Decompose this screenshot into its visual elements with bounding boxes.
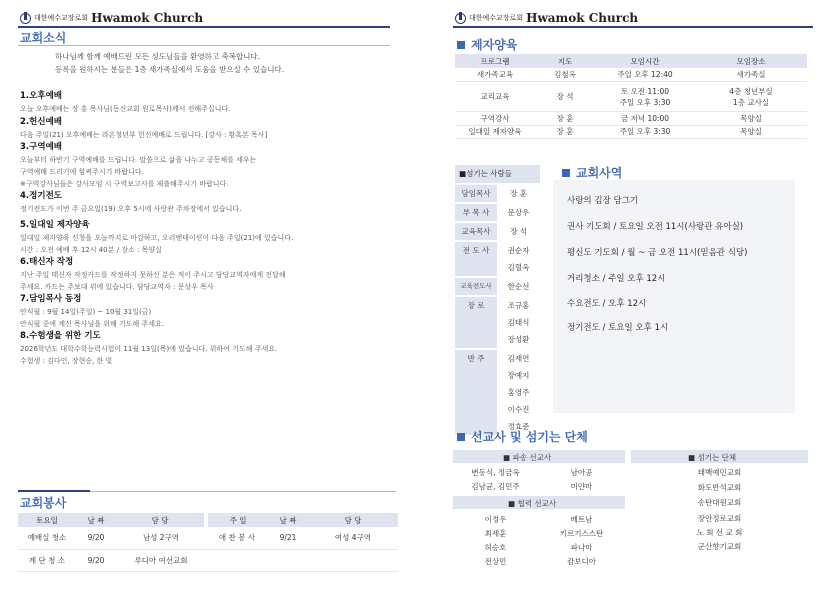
news-item: 3.구역예배 오늘부터 하반기 구역예배를 드립니다. 말씀으로 삶을 나누고 공동체를 세우는 구역예배 드리기에 힘써주시기 바랍니다. ※구역강사님들은 강사모임 시 구역보고서를 제출해주시기 바랍니다. [20, 142, 257, 188]
table-row: 구역강사 장 훈 금 저녁 10:00 목양실 [455, 112, 807, 126]
news-list [20, 90, 400, 367]
missions-title: 선교사 및 섬기는 단체 [457, 428, 588, 445]
ministry-item: 거리청소 / 주일 오후 12시 [567, 274, 666, 284]
table-row: 예배실 청소 9/20 남성 2구역 애 찬 봉 사 9/21 여성 4구역 [18, 527, 398, 549]
header-rule-right [453, 26, 813, 28]
ministry-item: 사랑의 김장 담그기 [567, 196, 639, 206]
ministry-title: 교회사역 [562, 164, 622, 181]
staff-list: ■섬기는 사람들 담임목사 장 훈 부 목 사 문상우 교육목사 장 석 전 도 사 권순자 김혈옥 교육전도사 한순선 장 로 조규홍 김태식 장성환 반 주 김재연 장예지 홍영주 이수진 정효준 [455, 165, 540, 435]
ministry-item: 수요전도 / 오후 12시 [567, 299, 647, 309]
list-item: 최세훈 키르기스스탄 [484, 529, 604, 538]
service-title: 교회봉사 [20, 496, 67, 510]
list-item: 태백예민교회 [697, 468, 742, 477]
list-item: 전상민 캄보디아 [484, 557, 596, 566]
staff-row: 부 목 사 문상우 [455, 204, 540, 221]
service-rule [18, 490, 90, 492]
list-item: 노 회 선 교 회 [696, 528, 743, 537]
church-logo-left: 대한예수교장로회 Hwamok Church [20, 11, 203, 25]
news-title: 교회소식 [20, 31, 67, 45]
service-table: 토요일 날 짜 담 당 주 일 날 짜 담 당 예배실 청소 9/20 남성 2구역 애 찬 봉 사 9/21 여성 4구역 계 단 청 소 9/20 루디아 여선교회 [18, 513, 398, 572]
training-table: 프로그램 지도 모임시간 모임장소 새가족교육 김철옥 주일 오후 12:40 새가족실 교리교육 장 석 토 오전 11:00 주일 오후 3:30 4층 청년부실 1층 교사실 구역강사 장 훈 금 저녁 10:00 목양실 일대일 제자양육 장 훈 주일 오후 3:30 목양실 [455, 54, 807, 139]
missions-table: ■ 파송 선교사 ■ 섬기는 단체 변동식, 정금옥 남아공 김남균, 김민주 미얀마 ■ 협력 선교사 이정우 베트남 최세훈 키르기스스탄 허승호 파나마 전상민 캄보디아 태백예민교회 화도반석교회 송탄대원교회 장안정로교회 노 회 선 교 회 군산향기교회 [453, 450, 808, 575]
ministry-item: 권사 기도회 / 토요일 오전 11시(사랑관 유아실) [567, 222, 744, 232]
list-item: 김남균, 김민주 미얀마 [471, 482, 593, 491]
news-intro: 하나님께 함께 예배드린 모든 성도님들을 환영하고 축복합니다. 등록을 원하시는 분들은 1층 새가족실에서 도움을 받으실 수 있습니다. [55, 52, 285, 74]
ministry-box [553, 180, 795, 413]
staff-row: 담임목사 장 훈 [455, 185, 540, 202]
church-logo-right: 대한예수교장로회 Hwamok Church [455, 11, 638, 25]
ministry-item: 평신도 기도회 / 월 ~ 금 오전 11시(믿음관 식당) [567, 248, 748, 258]
header-rule-left [18, 26, 390, 28]
news-item: 6.태신자 작정 지난 주일 태신자 작정카드를 작정하지 못하신 분은 적어 주시고 담당교역자에게 전달해 주세요. 카드는 주보대 위에 있습니다. 담당교역자 : 문상우 목사 [20, 257, 286, 291]
list-item: 장안정로교회 [697, 514, 742, 523]
table-row: 계 단 청 소 9/20 루디아 여선교회 [18, 549, 398, 571]
staff-row: 교육전도사 한순선 [455, 278, 540, 295]
table-row: 일대일 제자양육 장 훈 주일 오후 3:30 목양실 [455, 125, 807, 139]
list-item: 송탄대원교회 [697, 498, 742, 507]
training-title: 제자양육 [457, 36, 517, 53]
news-item: 1.오후예배 오늘 오후예배는 장 흥 목사님(동신교회 원로목사)께서 전해주십니다. [20, 91, 231, 113]
list-item: 군산향기교회 [697, 542, 742, 551]
news-item: 5.일대일 제자양육 일대일 제자양육 신청을 오늘까지로 마감하고, 오리엔테이션이 다음 주일(21)에 있습니다. 시간 : 오전 예배 후 12시 40분 / 장소 : 목양실 [20, 220, 294, 254]
list-item: 허승호 파나마 [484, 543, 593, 552]
list-item: 이정우 베트남 [484, 515, 593, 524]
news-item: 8.수험생을 위한 기도 2026학년도 대학수학능력시험이 11월 13일(목)에 있습니다. 위하여 기도해 주세요. 수험생 : 김다인, 장현승, 한 빛 [20, 331, 278, 365]
church-emblem-icon [20, 13, 31, 24]
news-item: 2.헌신예배 다음 주일(21) 오후예배는 라온청년부 헌신예배로 드립니다. [강사 : 황혹본 목사] [20, 117, 268, 139]
staff-row: 반 주 김재연 장예지 홍영주 이수진 정효준 [455, 350, 540, 435]
news-item: 4.정기전도 정기전도가 이번 주 금요일(19) 오후 5시에 사랑관 주차장에서 있습니다. [20, 191, 242, 213]
table-row: 새가족교육 김철옥 주일 오후 12:40 새가족실 [455, 68, 807, 82]
list-item: 변동식, 정금옥 남아공 [471, 468, 593, 477]
staff-row: 장 로 조규홍 김태식 장성환 [455, 297, 540, 348]
news-item: 7.담임목사 동정 안식월 : 9월 14일(주일) ~ 10월 31일(금) 안식월 중에 계신 목사님을 위해 기도해 주세요. [20, 294, 165, 328]
ministry-item: 정기전도 / 토요일 오후 1시 [567, 323, 669, 333]
staff-row: 전 도 사 권순자 김혈옥 [455, 242, 540, 276]
list-item: 화도반석교회 [697, 483, 742, 492]
staff-row: 교육목사 장 석 [455, 223, 540, 240]
church-emblem-icon [455, 13, 466, 24]
table-row: 교리교육 장 석 토 오전 11:00 주일 오후 3:30 4층 청년부실 1층 교사실 [455, 82, 807, 112]
